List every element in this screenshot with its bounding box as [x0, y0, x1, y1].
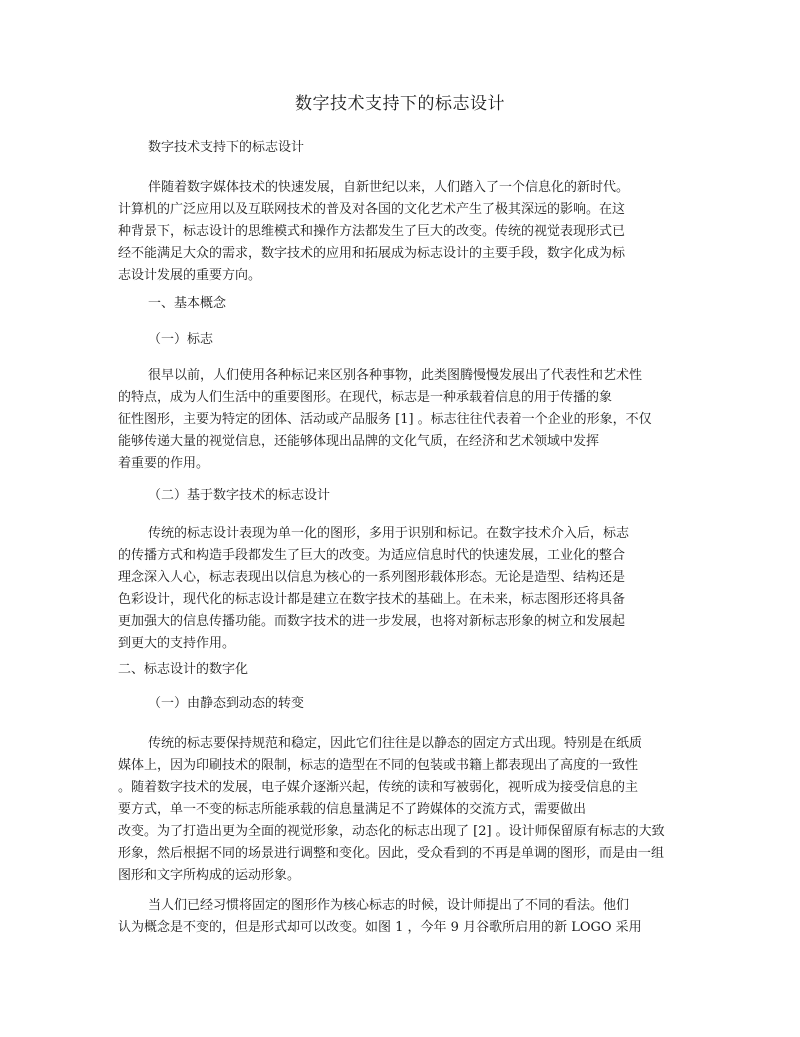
subsection-heading: （一）由静态到动态的转变 — [148, 696, 305, 711]
section-heading: 二、标志设计的数字化 — [118, 662, 249, 677]
paragraph-line: 要方式，单一不变的标志所能承载的信息量满足不了跨媒体的交流方式，需要做出 — [118, 802, 587, 817]
paragraph-line: 着重要的作用。 — [118, 456, 210, 471]
paragraph-line: 。随着数字技术的发展，电子媒介逐渐兴起，传统的读和写被弱化，视听成为接受信息的主 — [118, 780, 639, 795]
paragraph-line: 图形和文字所构成的运动形象。 — [118, 868, 301, 883]
paragraph-line: 色彩设计，现代化的标志设计都是建立在数字技术的基础上。在未来，标志图形还将具备 — [118, 592, 626, 607]
document-subtitle: 数字技术支持下的标志设计 — [148, 140, 305, 155]
section-heading: 一、基本概念 — [148, 296, 227, 311]
paragraph-line: 传统的标志要保持规范和稳定，因此它们往往是以静态的固定方式出现。特别是在纸质 — [148, 736, 643, 751]
paragraph-line: 经不能满足大众的需求，数字技术的应用和拓展成为标志设计的主要手段，数字化成为标 — [118, 246, 626, 261]
paragraph-line: 认为概念是不变的，但是形式却可以改变。如图 1 ，今年 9 月谷歌所启用的新 LOGO 采用 — [118, 920, 642, 935]
paragraph-line: 传统的标志设计表现为单一化的图形，多用于识别和标记。在数字技术介入后，标志 — [148, 526, 630, 541]
paragraph-line: 能够传递大量的视觉信息，还能够体现出品牌的文化气质，在经济和艺术领域中发挥 — [118, 434, 600, 449]
paragraph-line: 当人们已经习惯将固定的图形作为核心标志的时候，设计师提出了不同的看法。他们 — [148, 898, 630, 913]
paragraph-line: 形象，然后根据不同的场景进行调整和变化。因此，受众看到的不再是单调的图形，而是由一组 — [118, 846, 665, 861]
paragraph-line: 种背景下，标志设计的思维模式和操作方法都发生了巨大的改变。传统的视觉表现形式已 — [118, 224, 626, 239]
paragraph-line: 志设计发展的重要方向。 — [118, 268, 262, 283]
paragraph-line: 的特点，成为人们生活中的重要图形。在现代，标志是一种承载着信息的用于传播的象 — [118, 390, 613, 405]
document-title: 数字技术支持下的标志设计 — [295, 94, 505, 114]
paragraph-line: 理念深入人心，标志表现出以信息为核心的一系列图形载体形态。无论是造型、结构还是 — [118, 570, 626, 585]
paragraph-line: 很早以前，人们使用各种标记来区别各种事物，此类图腾慢慢发展出了代表性和艺术性 — [148, 368, 643, 383]
subsection-heading: （一）标志 — [148, 332, 214, 347]
paragraph-line: 计算机的广泛应用以及互联网技术的普及对各国的文化艺术产生了极其深远的影响。在这 — [118, 202, 626, 217]
subsection-heading: （二）基于数字技术的标志设计 — [148, 488, 331, 503]
paragraph-line: 伴随着数字媒体技术的快速发展，自新世纪以来，人们踏入了一个信息化的新时代。 — [148, 180, 630, 195]
paragraph-line: 征性图形，主要为特定的团体、活动或产品服务 [1] 。标志往往代表着一个企业的形象，不仅 — [118, 412, 652, 427]
paragraph-line: 媒体上，因为印刷技术的限制，标志的造型在不同的包装或书籍上都表现出了高度的一致性 — [118, 758, 639, 773]
paragraph-line: 更加强大的信息传播功能。而数字技术的进一步发展，也将对新标志形象的树立和发展起 — [118, 614, 626, 629]
paragraph-line: 到更大的支持作用。 — [118, 636, 236, 651]
paragraph-line: 改变。为了打造出更为全面的视觉形象，动态化的标志出现了 [2] 。设计师保留原有标志的大致 — [118, 824, 665, 839]
paragraph-line: 的传播方式和构造手段都发生了巨大的改变。为适应信息时代的快速发展，工业化的整合 — [118, 548, 626, 563]
